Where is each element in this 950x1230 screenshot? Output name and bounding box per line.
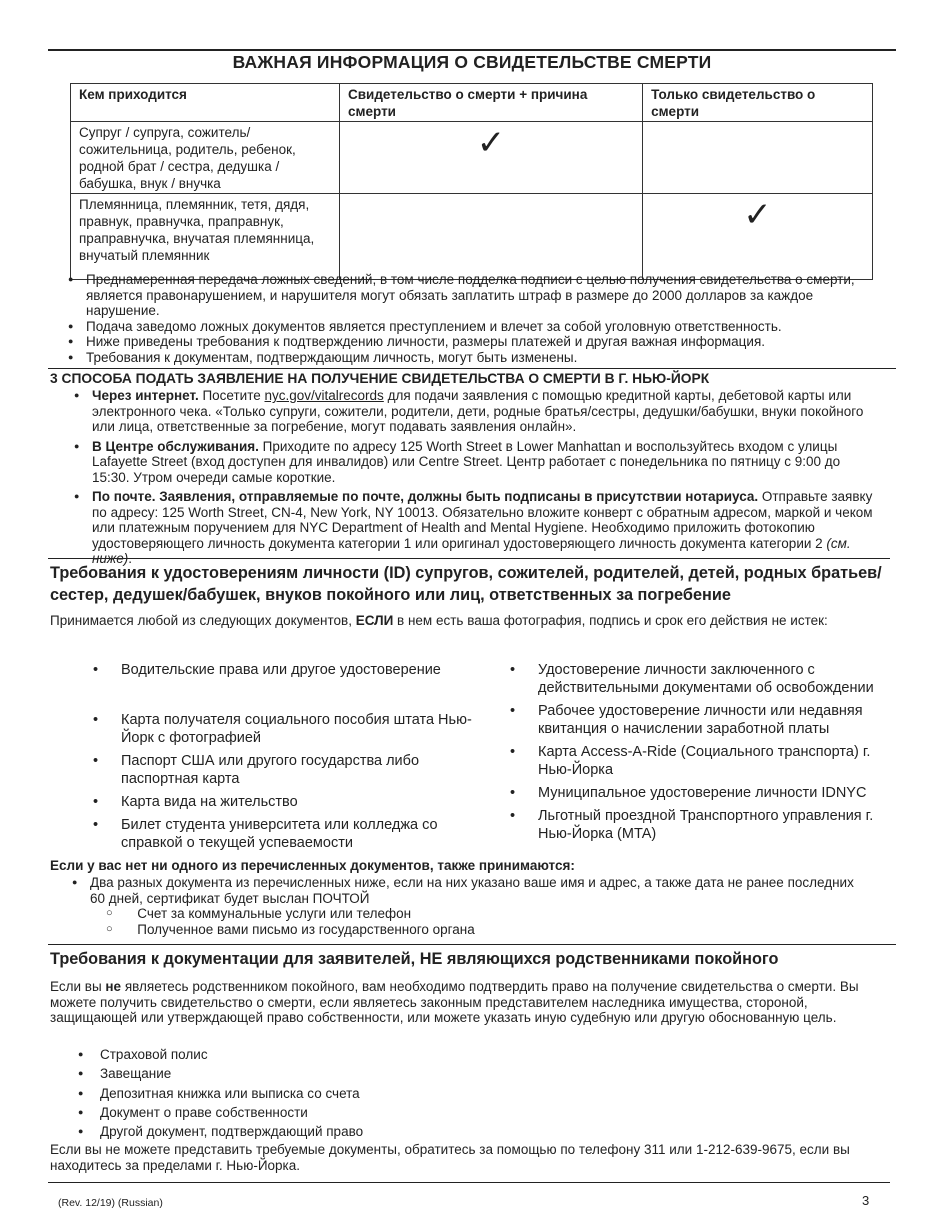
table-header-relation: Кем приходится (71, 84, 340, 122)
way-online: ● Через интернет. Посетите nyc.gov/vitalrecords для подачи заявления с помощью кредитной карты, дебетовой карты или электронного чека. «Только супруги, сожители, родители, дети, родные братья/сестры, дедушки/бабушки, внуки покойного или лица, ответственные за погребение, могут подавать заявления онлайн». (74, 388, 874, 435)
table-header-full: Свидетельство о смерти + причина смерти (340, 84, 643, 122)
list-item: • Билет студента университета или колледжа со справкой о текущей успеваемости (93, 816, 473, 852)
id-intro: Принимается любой из следующих документов, ЕСЛИ в нем есть ваша фотография, подпись и срок его действия не истек: (50, 613, 828, 628)
list-item: ● Документ о праве собственности (78, 1103, 363, 1122)
list-item: • Паспорт США или другого государства либо паспортная карта (93, 752, 473, 788)
way-label: По почте. Заявления, отправляемые по почте, должны быть подписаны в присутствии нотариуса. (92, 489, 759, 504)
list-item: • Карта Access-A-Ride (Социального транспорта) г. Нью-Йорка (510, 743, 890, 779)
nonrel-heading: Требования к документации для заявителей, НЕ являющихся родственниками покойного (50, 950, 779, 968)
section-rule (48, 368, 896, 369)
list-item: ● Требования к документам, подтверждающим личность, могут быть изменены. (68, 350, 878, 366)
list-item: ● Преднамеренная передача ложных сведений, в том числе подделка подписи с целью получения свидетельства о смерти, является правонарушением, и нарушителя могут обязать заплатить штраф в размере до 2000 долларов за каждое нарушение. (68, 272, 878, 319)
list-item: • Муниципальное удостоверение личности IDNYC (510, 784, 890, 802)
id-section-heading: Требования к удостоверениям личности (ID) супругов, сожителей, родителей, детей, родных братьев/сестер, дедушек/бабушек, внуков покойного или лиц, ответственных за погребение (50, 564, 882, 604)
checkmark-icon: ✓ (643, 194, 873, 280)
list-item: • Льготный проездной Транспортного управления г. Нью-Йорка (MTA) (510, 807, 890, 843)
list-item: ● Подача заведомо ложных документов является преступлением и влечет за собой уголовную ответственность. (68, 319, 878, 335)
list-item: • Карта вида на жительство (93, 793, 473, 811)
id-list-right (510, 661, 890, 848)
list-item: • Удостоверение личности заключенного с действительными документами об освобождении (510, 661, 890, 697)
list-item: ● Депозитная книжка или выписка со счета (78, 1084, 363, 1103)
kinship-table (70, 83, 873, 280)
vitalrecords-link[interactable]: nyc.gov/vitalrecords (264, 388, 384, 403)
alt-docs-heading: Если у вас нет ни одного из перечисленных документов, также принимаются: (50, 858, 575, 873)
way-label: Через интернет. (92, 388, 199, 403)
table-row (71, 194, 873, 280)
nonrel-paragraph: Если вы не являетесь родственником покойного, вам необходимо подтвердить право на получение свидетельства о смерти. Вы можете получить свидетельство о смерти, если являетесь законным представителем наследника имущества, стороной, защищающей или утверждающей право собственности, или можете указать иную судебную или другую обоснованную цель. (50, 979, 859, 1026)
list-item: ● Завещание (78, 1064, 363, 1083)
way-label: В Центре обслуживания. (92, 438, 259, 454)
section-rule (48, 944, 896, 945)
checkmark-icon: ✓ (340, 122, 643, 194)
list-item: ● Ниже приведены требования к подтверждению личности, размеры платежей и другая важная информация. (68, 334, 878, 350)
contact-paragraph: Если вы не можете представить требуемые документы, обратитесь за помощью по телефону 311 или 1-212-639-9675, если вы находитесь за пределами г. Нью-Йорка. (50, 1142, 850, 1173)
alt-sub-list (90, 906, 872, 937)
list-item: ● Другой документ, подтверждающий право (78, 1122, 363, 1141)
empty-cell (643, 122, 873, 194)
list-item: ● Два разных документа из перечисленных ниже, если на них указано ваше имя и адрес, а также дата не ранее последних 60 дней, сертификат будет выслан ПОЧТОЙ ○ Счет за коммунальные услуги или телефон ○ Полученное вами письмо из государственного органа (72, 875, 872, 937)
list-item: ● Страховой полис (78, 1045, 363, 1064)
list-item: • Водительские права или другое удостоверение (93, 661, 473, 679)
revision-label: (Rev. 12/19) (Russian) (58, 1197, 163, 1209)
way-by-mail: ● По почте. Заявления, отправляемые по почте, должны быть подписаны в присутствии нотариуса. Отправьте заявку по адресу: 125 Worth Street, CN-4, New York, NY 10013. Обязательно вложите конверт с обратным адресом, маркой и чеком или платежным поручением для NYC Department of Health and Mental Hygiene. Необходимо приложить фотокопию удостоверяющего личность документа категории 1 или оригинал удостоверяющего личность документа категории 2 (см. ниже). (74, 489, 874, 567)
section-rule (48, 558, 890, 559)
list-item: • Карта получателя социального пособия штата Нью-Йорк с фотографией (93, 711, 473, 747)
list-item: ○ Счет за коммунальные услуги или телефон (106, 906, 872, 922)
relation-cell: Племянница, племянник, тетя, дядя, правнук, правнучка, праправнук, праправнучка, внучатая племянница, внучатый племянник (71, 194, 340, 280)
ways-heading: 3 СПОСОБА ПОДАТЬ ЗАЯВЛЕНИЕ НА ПОЛУЧЕНИЕ СВИДЕТЕЛЬСТВА О СМЕРТИ В Г. НЬЮ-ЙОРК (50, 371, 710, 386)
list-item: • Рабочее удостоверение личности или недавняя квитанция о начислении заработной платы (510, 702, 890, 738)
table-header-only: Только свидетельство о смерти (643, 84, 873, 122)
way-in-person: ● В Центре обслуживания. Приходите по адресу 125 Worth Street в Lower Manhattan и воспользуйтесь входом с улицы Lafayette Street (вход доступен для инвалидов) или Centre Street. Центр работает с понедельника по пятницу с 9:00 до 15:30. Утром очереди самые короткие. (74, 439, 874, 486)
page-number: 3 (862, 1193, 870, 1208)
table-header-row (71, 84, 873, 122)
nonrel-docs-list (78, 1045, 363, 1141)
ways-list (74, 388, 874, 571)
top-rule (48, 49, 896, 51)
table-row (71, 122, 873, 194)
footer-rule (48, 1182, 890, 1183)
page-title: ВАЖНАЯ ИНФОРМАЦИЯ О СВИДЕТЕЛЬСТВЕ СМЕРТИ (232, 52, 712, 72)
alt-docs-list (72, 875, 872, 937)
relation-cell: Супруг / супруга, сожитель/сожительница, родитель, ребенок, родной брат / сестра, дедушка / бабушка, внук / внучка (71, 122, 340, 194)
id-list-left (93, 661, 473, 857)
list-item: ○ Полученное вами письмо из государственного органа (106, 922, 872, 938)
empty-cell (340, 194, 643, 280)
notice-list (68, 272, 878, 365)
